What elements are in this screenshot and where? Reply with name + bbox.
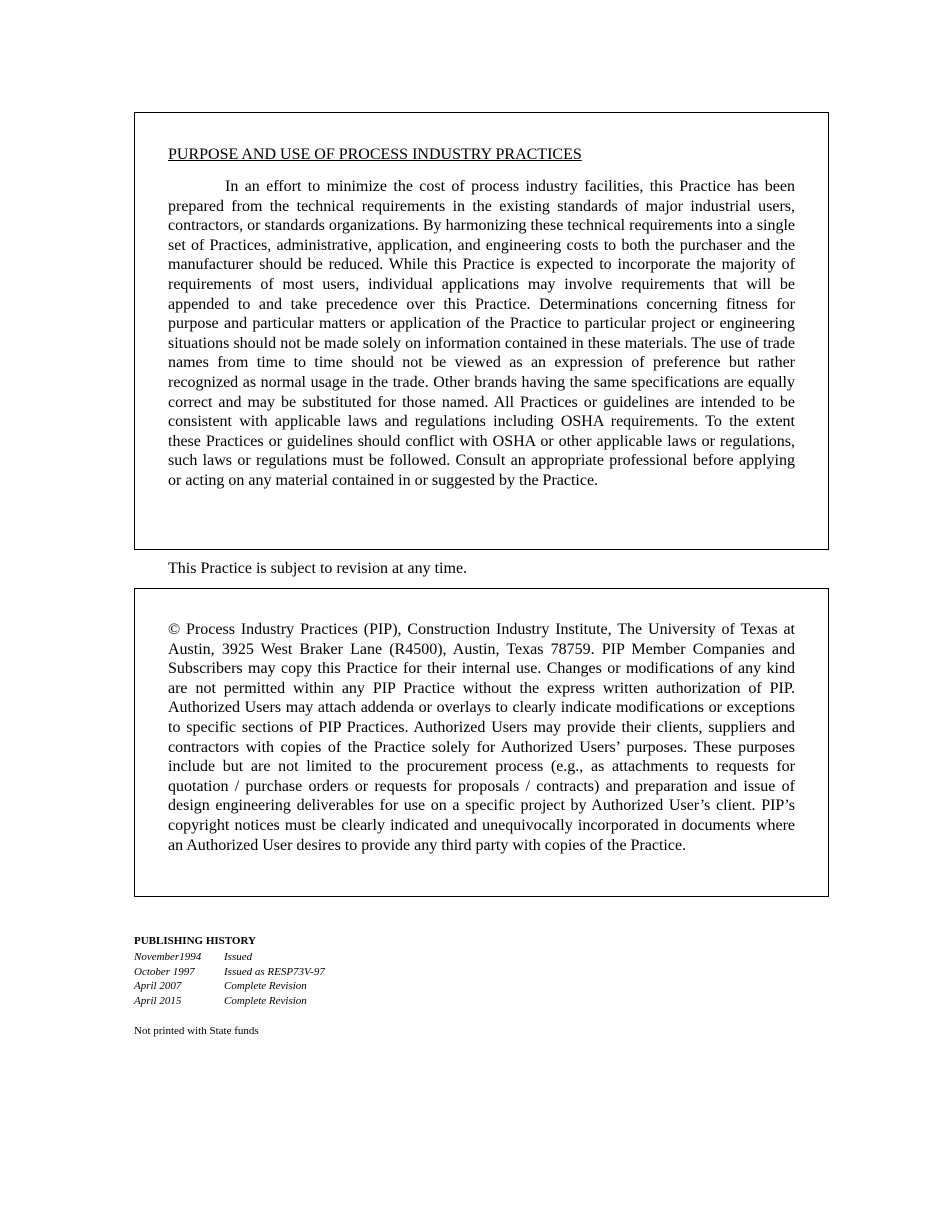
publishing-history bbox=[134, 934, 534, 1008]
history-date: October 1997 bbox=[134, 965, 195, 978]
copyright-body: © Process Industry Practices (PIP), Construction Industry Institute, The University of Texas at Austin, 3925 West Braker Lane (R4500), Austin, Texas 78759. PIP Member Companies and Subscribers may copy this Practice for their internal use. Changes or modifications of any kind are not permitted within any PIP Practice without the express written authorization of PIP. Authorized Users may attach addenda or overlays to clearly indicate modifications or exceptions to specific sections of PIP Practices. Authorized Users may provide their clients, suppliers and contractors with copies of the Practice solely for Authorized Users’ purposes. These purposes include but are not limited to the procurement process (e.g., as attachments to requests for quotation / purchase orders or requests for proposals / contracts) and preparation and issue of design engineering deliverables for use on a specific project by Authorized User’s client. PIP’s copyright notices must be clearly indicated and unequivocally incorporated in documents where an Authorized User desires to provide any third party with copies of the Practice. bbox=[168, 621, 795, 854]
purpose-box bbox=[134, 112, 829, 550]
history-event: Complete Revision bbox=[224, 994, 307, 1007]
history-event: Issued as RESP73V-97 bbox=[224, 965, 325, 978]
history-event: Complete Revision bbox=[224, 980, 307, 992]
purpose-body: In an effort to minimize the cost of process industry facilities, this Practice has been prepared from the technical requirements in the existing standards of major industrial users, contractors, or standards organizations. By harmonizing these technical requirements into a single set of Practices, administrative, application, and engineering costs to both the purchaser and the manufacturer should be reduced. While this Practice is expected to incorporate the majority of requirements of most users, individual applications may involve requirements that will be appended to and take precedence over this Practice. Determinations concerning fitness for purpose and particular matters or application of the Practice to particular project or engineering situations should not be made solely on information contained in these materials. The use of trade names from time to time should not be viewed as an expression of preference but rather recognized as normal usage in the trade. Other brands having the same specifications are equally correct and may be substituted for those named. All Practices or guidelines are intended to be consistent with applicable laws and regulations including OSHA requirements. To the extent these Practices or guidelines should conflict with OSHA or other applicable laws or regulations, such laws or regulations must be followed. Consult an appropriate professional before applying or acting on any material contained in or suggested by the Practice. bbox=[168, 178, 795, 489]
revision-note: This Practice is subject to revision at any time. bbox=[168, 560, 468, 577]
purpose-title: PURPOSE AND USE OF PROCESS INDUSTRY PRACTICES bbox=[168, 146, 582, 163]
footer-note: Not printed with State funds bbox=[134, 1025, 259, 1037]
history-date: April 2015 bbox=[134, 994, 182, 1007]
history-event: Issued bbox=[224, 951, 253, 963]
history-date: November1994 bbox=[134, 951, 202, 963]
copyright-box bbox=[134, 588, 829, 897]
history-row bbox=[134, 994, 534, 1009]
history-row bbox=[134, 950, 534, 965]
history-date: April 2007 bbox=[134, 980, 182, 992]
publishing-history-title: PUBLISHING HISTORY bbox=[134, 935, 256, 947]
history-row bbox=[134, 965, 534, 980]
history-row bbox=[134, 979, 534, 994]
